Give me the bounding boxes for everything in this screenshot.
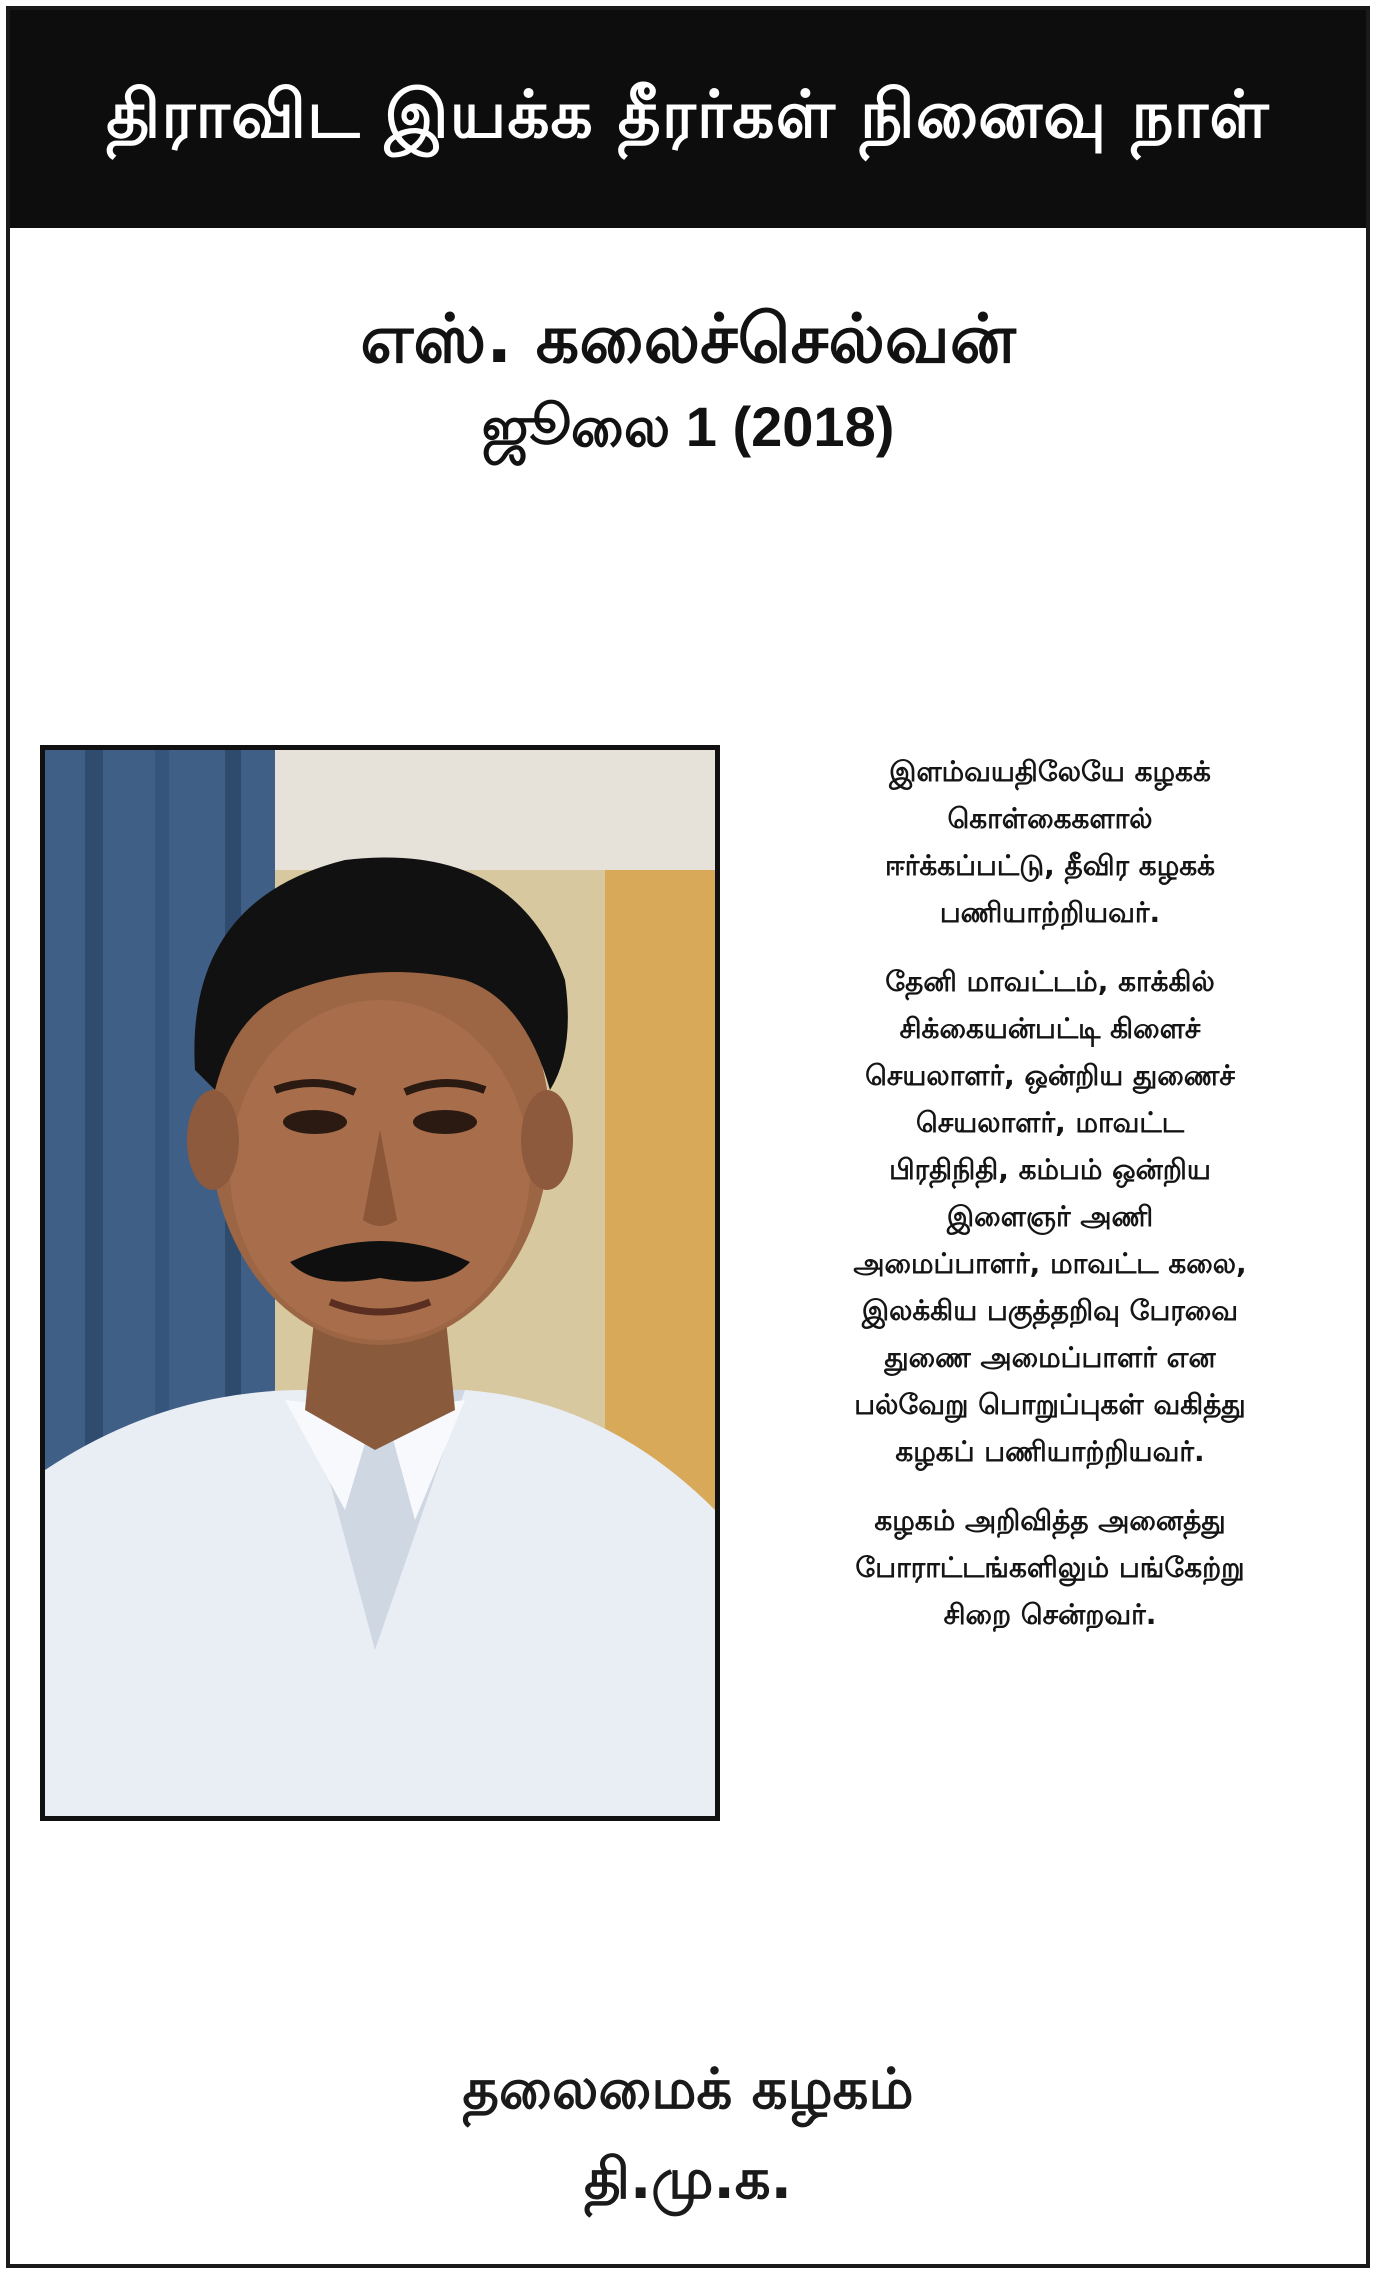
footer-signature <box>10 2045 1366 2225</box>
memorial-notice <box>6 6 1370 2268</box>
person-name: எஸ். கலைச்செல்வன் <box>360 300 1016 379</box>
biography-text <box>735 748 1365 1660</box>
bio-paragraph-1: இளம்வயதிலேயே கழகக் கொள்கைகளால் ஈர்க்கப்பட்டு, தீவிர கழகக் பணியாற்றியவர். <box>884 755 1216 929</box>
footer-organization: தலைமைக் கழகம் <box>462 2057 914 2122</box>
header-banner <box>10 10 1366 228</box>
portrait-image <box>45 750 715 1816</box>
bio-paragraph-2: தேனி மாவட்டம், காக்கில் சிக்கையன்பட்டி கிளைச் செயலாளர், ஒன்றிய துணைச் செயலாளர், மாவட்ட பிரதிநிதி, கம்பம் ஒன்றிய இளைஞர் அணி அமைப்பாளர், மாவட்ட கலை, இலக்கிய பகுத்தறிவு பேரவை துணை அமைப்பாளர் என பல்வேறு பொறுப்புகள் வகித்து கழகப் பணியாற்றியவர். <box>853 965 1247 1468</box>
header-title: திராவிட இயக்க தீரர்கள் நினைவு நாள் <box>106 76 1270 153</box>
name-block <box>10 295 1366 469</box>
bio-paragraph-3: கழகம் அறிவித்த அனைத்து போராட்டங்களிலும் பங்கேற்று சிறை சென்றவர். <box>855 1504 1245 1631</box>
portrait-photo <box>40 745 720 1821</box>
footer-party-name: தி.மு.க. <box>584 2147 792 2212</box>
memorial-date: ஜூலை 1 (2018) <box>481 395 895 458</box>
